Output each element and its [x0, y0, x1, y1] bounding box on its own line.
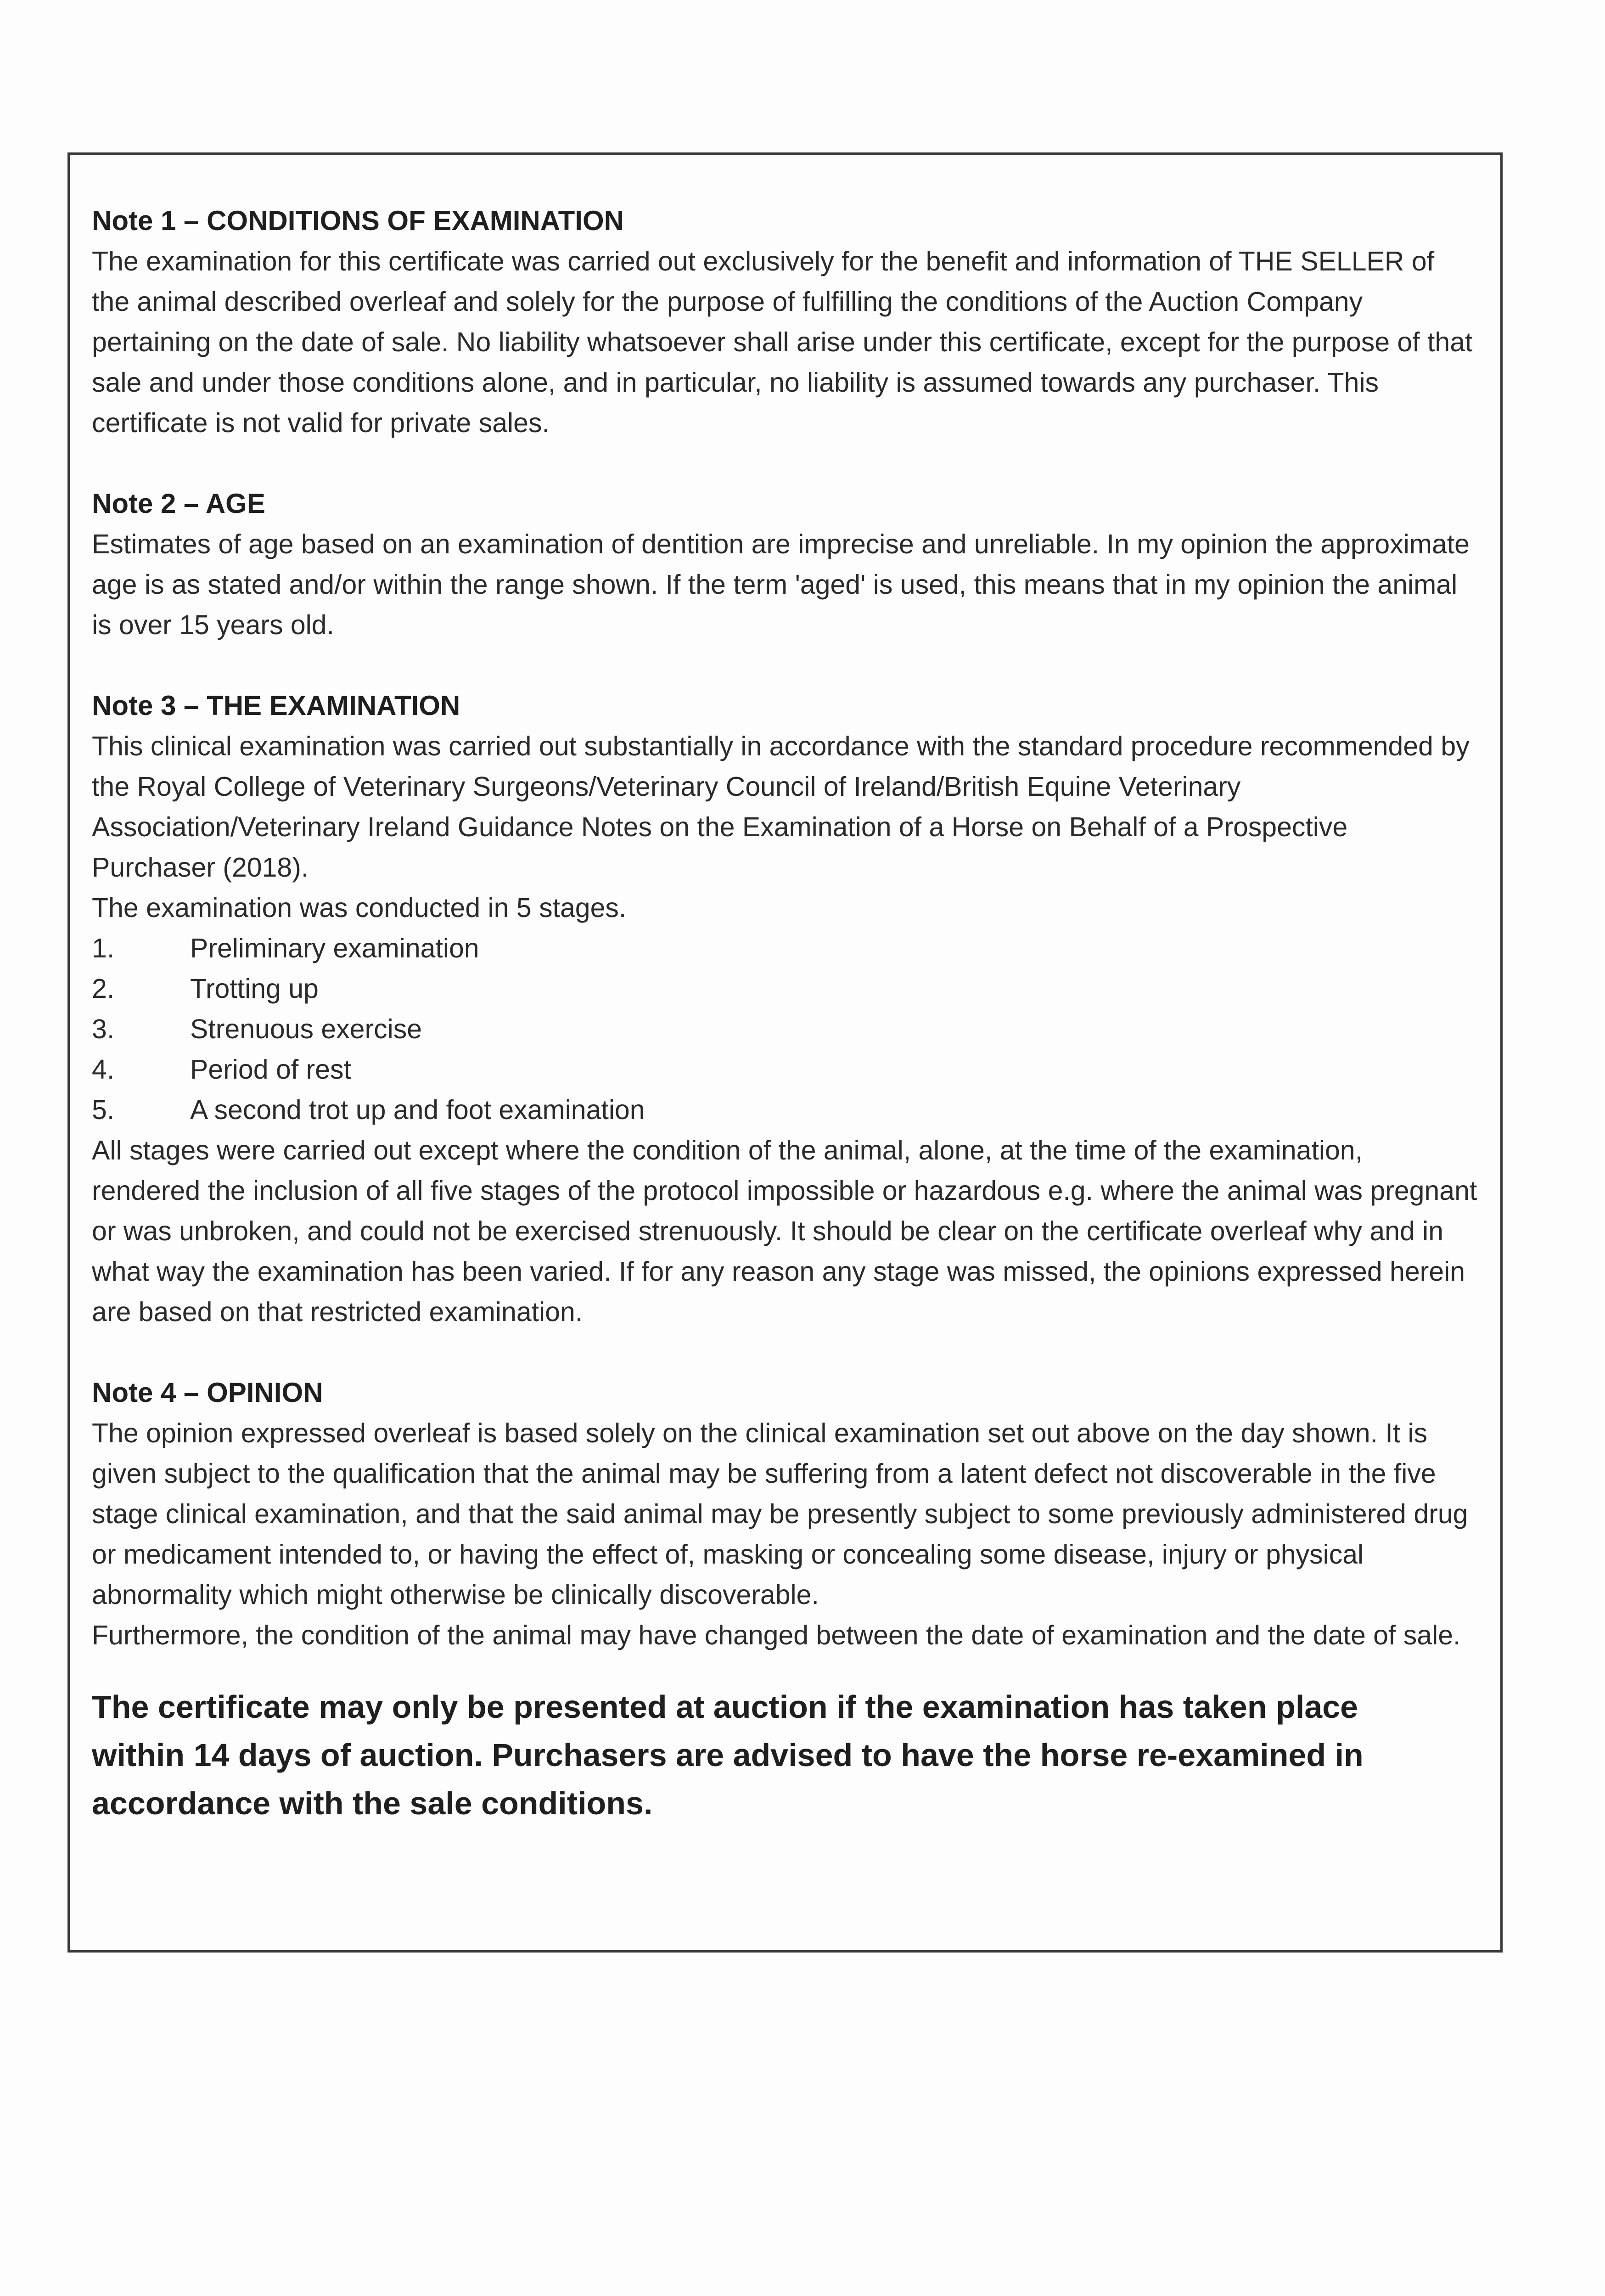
stage-item — [92, 1009, 1477, 1049]
stage-label: Strenuous exercise — [190, 1014, 422, 1044]
note-2-title: Note 2 – AGE — [92, 488, 265, 519]
note-3-intro: This clinical examination was carried out substantially in accordance with the standard procedure recommended by the Royal College of Veterinary Surgeons/Veterinary Council of Ireland/British Equine Veterinary Association/Veterinary Ireland Guidance Notes on the Examination of a Horse on Behalf of a Prospective Purchaser (2018). — [92, 731, 1470, 883]
stage-label: Period of rest — [190, 1054, 351, 1085]
note-4-title: Note 4 – OPINION — [92, 1377, 323, 1408]
stage-label: Trotting up — [190, 974, 319, 1004]
note-4-text: The opinion expressed overleaf is based solely on the clinical examination set out above on the day shown. It is given subject to the qualification that the animal may be suffering from a latent defect not discoverable in the five stage clinical examination, and that the said animal may be presently subject to some previously administered drug or medicament intended to, or having the effect of, masking or concealing some disease, injury or physical abnormality which might otherwise be clinically discoverable. — [92, 1418, 1468, 1610]
note-4-opinion — [92, 1373, 1477, 1655]
note-2-age — [92, 484, 1477, 645]
note-3-examination — [92, 686, 1477, 1332]
stage-number: 5. — [92, 1095, 115, 1125]
stage-item — [92, 968, 1477, 1009]
note-3-outro: All stages were carried out except where the condition of the animal, alone, at the time of the examination, rendered the inclusion of all five stages of the protocol impossible or hazardous e.g. where the animal was pregnant or was unbroken, and could not be exercised strenuously. It should be clear on the certificate overleaf why and in what way the examination has been varied. If for any reason any stage was missed, the opinions expressed herein are based on that restricted examination. — [92, 1135, 1477, 1327]
note-1-title: Note 1 – CONDITIONS OF EXAMINATION — [92, 205, 624, 236]
note-2-text: Estimates of age based on an examination of dentition are imprecise and unreliable. In my opinion the approximate age is as stated and/or within the range shown. If the term 'aged' is used, this means that in my opinion the animal is over 15 years old. — [92, 529, 1470, 640]
note-4-text-continued: Furthermore, the condition of the animal may have changed between the date of examination and the date of sale. — [92, 1620, 1461, 1650]
stage-label: Preliminary examination — [190, 933, 479, 963]
stage-number: 4. — [92, 1054, 115, 1085]
note-1-conditions — [92, 201, 1477, 443]
stage-list — [92, 928, 1477, 1130]
note-3-stages-intro: The examination was conducted in 5 stages. — [92, 893, 627, 923]
stage-number: 2. — [92, 974, 115, 1004]
stage-number: 1. — [92, 933, 115, 963]
stage-item — [92, 928, 1477, 968]
stage-item — [92, 1090, 1477, 1130]
note-3-title: Note 3 – THE EXAMINATION — [92, 690, 460, 721]
stage-label: A second trot up and foot examination — [190, 1095, 645, 1125]
stage-number: 3. — [92, 1014, 115, 1044]
notes-box — [67, 152, 1503, 1953]
final-notice: The certificate may only be presented at auction if the examination has taken place within 14 days of auction. Purchasers are advised to have the horse re-examined in accordance with the sale conditions. — [92, 1689, 1364, 1821]
stage-item — [92, 1049, 1477, 1090]
note-1-text: The examination for this certificate was carried out exclusively for the benefit and information of THE SELLER of the animal described overleaf and solely for the purpose of fulfilling the conditions of the Auction Company pertaining on the date of sale. No liability whatsoever shall arise under this certificate, except for the purpose of that sale and under those conditions alone, and in particular, no liability is assumed towards any purchaser. This certificate is not valid for private sales. — [92, 246, 1473, 438]
